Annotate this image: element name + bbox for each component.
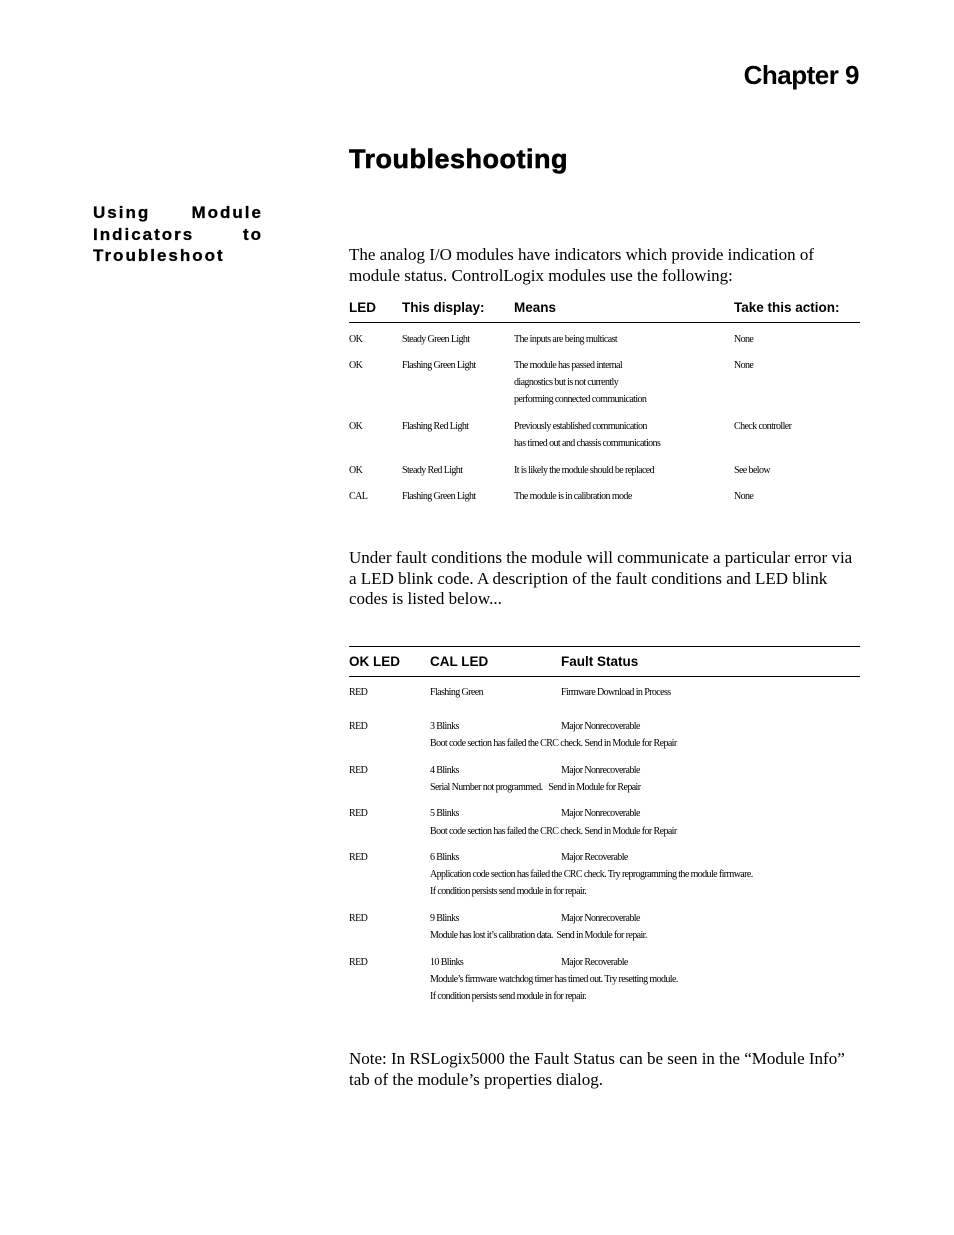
led-cell: OK [349,465,363,476]
fault-status-cell: Major Recoverable [561,957,628,968]
led-table-header-means: Means [514,300,557,315]
ok-led-cell: RED [349,913,368,924]
means-cell: The inputs are being multicast [514,334,618,345]
led-table-header-led: LED [349,300,376,315]
ok-led-cell: RED [349,687,368,698]
led-table-header-action: Take this action: [734,300,840,315]
section-heading-line: Indicators to [93,224,263,244]
chapter-label: Chapter 9 [743,60,859,90]
means-cell: The module is in calibration mode [514,491,632,502]
fault-detail: Boot code section has failed the CRC check. Send in Module for Repair [430,826,677,837]
fault-table-header-rule [349,676,860,677]
cal-led-cell: 6 Blinks [430,852,459,863]
note-paragraph: Note: In RSLogix5000 the Fault Status can be seen in the “Module Info” tab of the module’s properties dialog. [349,1049,845,1089]
ok-led-cell: RED [349,852,368,863]
means-line: has timed out and chassis communications [514,438,661,449]
display-cell: Flashing Red Light [402,421,469,432]
ok-led-cell: RED [349,721,368,732]
fault-status-cell: Firmware Download in Process [561,687,671,698]
fault-intro-paragraph: Under fault conditions the module will communicate a particular error via a LED blink code. A description of the fault conditions and LED blink codes is listed below... [349,548,853,608]
ok-led-cell: RED [349,765,368,776]
fault-detail: Application code section has failed the CRC check. Try reprogramming the module firmware. [430,869,753,880]
action-cell: Check controller [734,421,792,432]
action-cell: None [734,491,754,502]
section-heading [93,202,263,267]
means-line: Previously established communication [514,421,647,432]
ok-led-cell: RED [349,957,368,968]
cal-led-cell: 4 Blinks [430,765,459,776]
fault-status-cell: Major Nonrecoverable [561,913,640,924]
means-cell [514,357,646,408]
cal-led-cell: 10 Blinks [430,957,464,968]
action-cell: None [734,334,754,345]
led-table-header-display: This display: [402,300,485,315]
display-cell: Steady Red Light [402,465,463,476]
section-heading-line: Troubleshoot [93,246,225,265]
fault-table-header-cal-led: CAL LED [430,654,489,669]
display-cell: Steady Green Light [402,334,470,345]
led-cell: CAL [349,491,368,502]
fault-table-header-ok-led: OK LED [349,654,401,669]
action-cell: See below [734,465,770,476]
means-cell [514,418,660,452]
fault-status-cell: Major Nonrecoverable [561,765,640,776]
fault-detail: Module’s firmware watchdog timer has timed out. Try resetting module. [430,974,678,985]
fault-status-cell: Major Nonrecoverable [561,808,640,819]
fault-table-header-status: Fault Status [561,654,639,669]
display-cell: Flashing Green Light [402,360,476,371]
page-title: Troubleshooting [349,144,568,174]
cal-led-cell: Flashing Green [430,687,483,698]
fault-detail: Boot code section has failed the CRC check. Send in Module for Repair [430,738,677,749]
fault-status-cell: Major Recoverable [561,852,628,863]
cal-led-cell: 9 Blinks [430,913,459,924]
display-cell: Flashing Green Light [402,491,476,502]
intro-paragraph: The analog I/O modules have indicators which provide indication of module status. ControlLogix modules use the following: [349,245,815,285]
means-line: diagnostics but is not currently [514,377,619,388]
fault-detail: If condition persists send module in for repair. [430,991,587,1002]
fault-status-cell: Major Nonrecoverable [561,721,640,732]
led-cell: OK [349,421,363,432]
means-cell: It is likely the module should be replaced [514,465,655,476]
cal-led-cell: 5 Blinks [430,808,459,819]
led-table-header-rule [349,322,860,323]
section-heading-line: Using Module [93,203,263,222]
ok-led-cell: RED [349,808,368,819]
means-line: The module has passed internal [514,360,623,371]
fault-detail: If condition persists send module in for repair. [430,886,587,897]
fault-table-top-rule [349,646,860,647]
led-cell: OK [349,334,363,345]
fault-detail: Module has lost it’s calibration data. Send in Module for repair. [430,930,647,941]
action-cell: None [734,360,754,371]
cal-led-cell: 3 Blinks [430,721,459,732]
means-line: performing connected communication [514,394,647,405]
led-cell: OK [349,360,363,371]
fault-detail: Serial Number not programmed. Send in Module for Repair [430,782,641,793]
